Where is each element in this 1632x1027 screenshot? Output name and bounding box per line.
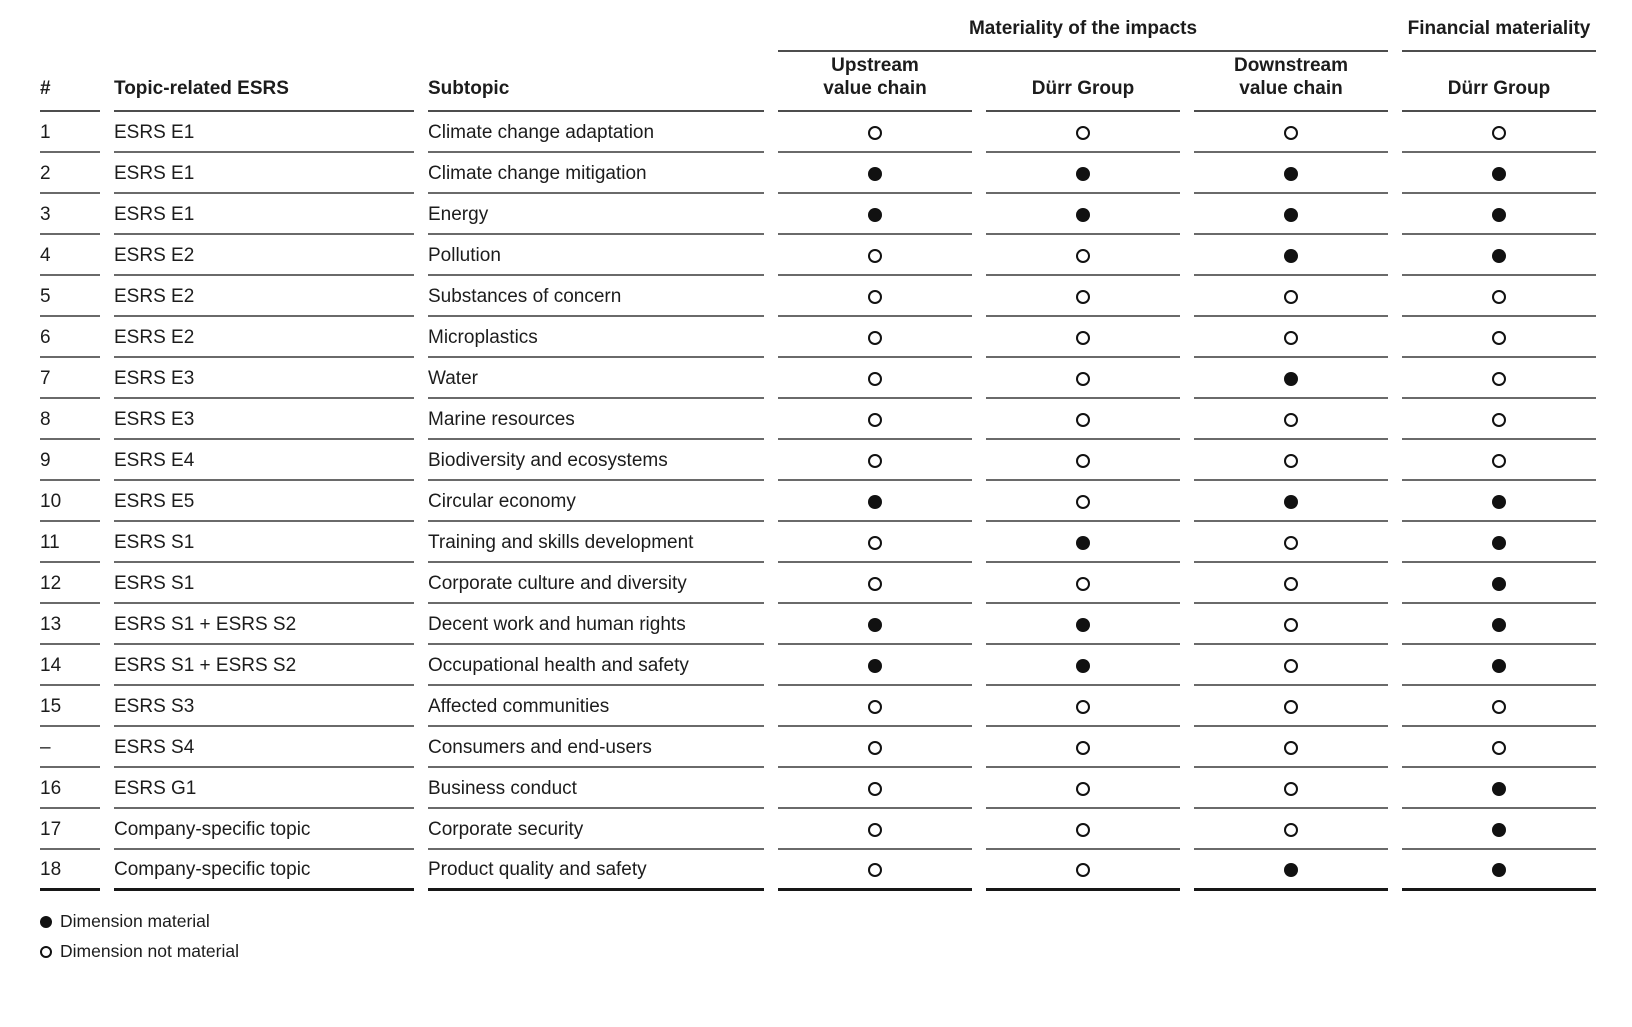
dot-open-icon (868, 823, 882, 837)
upstream-materiality-cell (778, 399, 972, 440)
table-row (40, 563, 1596, 604)
downstream-materiality-cell (1194, 440, 1388, 481)
esrs-cell: Company-specific topic (114, 850, 414, 891)
col-header-downstream-line1: Downstream (1233, 54, 1349, 76)
row-number: – (40, 727, 100, 768)
esrs-cell: ESRS E4 (114, 440, 414, 481)
financial-materiality-cell (1402, 481, 1596, 522)
dot-open-icon (1076, 741, 1090, 755)
financial-materiality-cell (1402, 317, 1596, 358)
table-row (40, 317, 1596, 358)
subtopic-cell: Corporate security (428, 809, 764, 850)
downstream-materiality-cell (1194, 604, 1388, 645)
esrs-cell: ESRS S1 + ESRS S2 (114, 645, 414, 686)
legend-material-label: Dimension material (60, 911, 210, 931)
dot-open-icon (1492, 290, 1506, 304)
dot-open-icon (1284, 659, 1298, 673)
subtopic-cell: Circular economy (428, 481, 764, 522)
dot-open-icon (1076, 454, 1090, 468)
upstream-materiality-cell (778, 522, 972, 563)
table-row (40, 768, 1596, 809)
upstream-materiality-cell (778, 727, 972, 768)
column-header-row (40, 52, 1596, 112)
upstream-materiality-cell (778, 563, 972, 604)
esrs-cell: ESRS E1 (114, 112, 414, 153)
table-row (40, 235, 1596, 276)
table-body (40, 112, 1596, 891)
dot-open-icon (1076, 577, 1090, 591)
row-number: 10 (40, 481, 100, 522)
col-header-upstream-line2: value chain (823, 78, 927, 100)
legend-item-material (40, 911, 1632, 932)
upstream-materiality-cell (778, 768, 972, 809)
row-number: 9 (40, 440, 100, 481)
downstream-materiality-cell (1194, 686, 1388, 727)
materiality-table (26, 6, 1610, 891)
dot-filled-icon (1076, 208, 1090, 222)
row-number: 2 (40, 153, 100, 194)
subtopic-cell: Decent work and human rights (428, 604, 764, 645)
downstream-materiality-cell (1194, 112, 1388, 153)
row-number: 18 (40, 850, 100, 891)
dot-open-icon (868, 863, 882, 877)
upstream-materiality-cell (778, 358, 972, 399)
table-row (40, 112, 1596, 153)
downstream-materiality-cell (1194, 850, 1388, 891)
dot-filled-icon (868, 167, 882, 181)
table-row (40, 194, 1596, 235)
durr-group-materiality-cell (986, 522, 1180, 563)
dot-filled-icon (40, 916, 52, 928)
row-number: 12 (40, 563, 100, 604)
dot-filled-icon (1076, 167, 1090, 181)
subtopic-cell: Substances of concern (428, 276, 764, 317)
durr-group-materiality-cell (986, 358, 1180, 399)
durr-group-materiality-cell (986, 235, 1180, 276)
dot-open-icon (1284, 577, 1298, 591)
durr-group-materiality-cell (986, 399, 1180, 440)
esrs-cell: ESRS S1 + ESRS S2 (114, 604, 414, 645)
dot-filled-icon (1492, 659, 1506, 673)
group-header-row (40, 6, 1596, 52)
row-number: 3 (40, 194, 100, 235)
dot-filled-icon (1076, 536, 1090, 550)
dot-open-icon (1284, 290, 1298, 304)
upstream-materiality-cell (778, 850, 972, 891)
dot-open-icon (868, 413, 882, 427)
dot-open-icon (1492, 741, 1506, 755)
table-row (40, 153, 1596, 194)
dot-filled-icon (1492, 618, 1506, 632)
row-number: 7 (40, 358, 100, 399)
durr-group-materiality-cell (986, 481, 1180, 522)
dot-open-icon (1076, 700, 1090, 714)
dot-open-icon (1284, 331, 1298, 345)
dot-open-icon (868, 372, 882, 386)
financial-materiality-cell (1402, 522, 1596, 563)
table-row (40, 440, 1596, 481)
dot-open-icon (1492, 331, 1506, 345)
subtopic-cell: Climate change adaptation (428, 112, 764, 153)
dot-open-icon (1492, 700, 1506, 714)
durr-group-materiality-cell (986, 645, 1180, 686)
durr-group-materiality-cell (986, 153, 1180, 194)
downstream-materiality-cell (1194, 153, 1388, 194)
dot-open-icon (868, 290, 882, 304)
dot-open-icon (1284, 618, 1298, 632)
dot-open-icon (1076, 290, 1090, 304)
financial-materiality-cell (1402, 727, 1596, 768)
financial-materiality-cell (1402, 850, 1596, 891)
dot-filled-icon (1492, 823, 1506, 837)
row-number: 13 (40, 604, 100, 645)
downstream-materiality-cell (1194, 194, 1388, 235)
table-row (40, 358, 1596, 399)
dot-open-icon (1492, 454, 1506, 468)
dot-open-icon (868, 782, 882, 796)
financial-materiality-cell (1402, 686, 1596, 727)
dot-open-icon (868, 331, 882, 345)
dot-open-icon (1076, 823, 1090, 837)
dot-filled-icon (1492, 495, 1506, 509)
upstream-materiality-cell (778, 276, 972, 317)
table-row (40, 809, 1596, 850)
dot-open-icon (40, 946, 52, 958)
dot-open-icon (868, 454, 882, 468)
upstream-materiality-cell (778, 440, 972, 481)
esrs-cell: ESRS S1 (114, 522, 414, 563)
financial-materiality-cell (1402, 112, 1596, 153)
esrs-cell: ESRS S1 (114, 563, 414, 604)
financial-materiality-cell (1402, 809, 1596, 850)
upstream-materiality-cell (778, 809, 972, 850)
financial-materiality-cell (1402, 563, 1596, 604)
dot-open-icon (868, 126, 882, 140)
dot-open-icon (868, 577, 882, 591)
downstream-materiality-cell (1194, 276, 1388, 317)
table-row (40, 399, 1596, 440)
dot-open-icon (1284, 413, 1298, 427)
esrs-cell: ESRS E2 (114, 317, 414, 358)
subtopic-cell: Affected communities (428, 686, 764, 727)
durr-group-materiality-cell (986, 194, 1180, 235)
upstream-materiality-cell (778, 645, 972, 686)
dot-filled-icon (868, 208, 882, 222)
dot-open-icon (1284, 536, 1298, 550)
dot-open-icon (868, 536, 882, 550)
financial-materiality-cell (1402, 768, 1596, 809)
dot-open-icon (868, 249, 882, 263)
dot-open-icon (1284, 454, 1298, 468)
dot-open-icon (1076, 413, 1090, 427)
table-row (40, 850, 1596, 891)
upstream-materiality-cell (778, 604, 972, 645)
upstream-materiality-cell (778, 317, 972, 358)
dot-filled-icon (868, 618, 882, 632)
subtopic-cell: Training and skills development (428, 522, 764, 563)
financial-materiality-cell (1402, 358, 1596, 399)
esrs-cell: ESRS S3 (114, 686, 414, 727)
row-number: 5 (40, 276, 100, 317)
dot-open-icon (1492, 126, 1506, 140)
downstream-materiality-cell (1194, 317, 1388, 358)
dot-filled-icon (1492, 208, 1506, 222)
dot-filled-icon (1284, 495, 1298, 509)
row-number: 15 (40, 686, 100, 727)
subtopic-cell: Microplastics (428, 317, 764, 358)
esrs-cell: ESRS E2 (114, 235, 414, 276)
dot-open-icon (1076, 372, 1090, 386)
col-header-durr-financial: Dürr Group (1402, 52, 1596, 112)
dot-filled-icon (1076, 659, 1090, 673)
row-number: 14 (40, 645, 100, 686)
subtopic-cell: Biodiversity and ecosystems (428, 440, 764, 481)
dot-filled-icon (1076, 618, 1090, 632)
subtopic-cell: Climate change mitigation (428, 153, 764, 194)
dot-open-icon (1284, 700, 1298, 714)
esrs-cell: ESRS E3 (114, 358, 414, 399)
esrs-cell: ESRS E1 (114, 153, 414, 194)
table-row (40, 686, 1596, 727)
dot-filled-icon (1492, 782, 1506, 796)
downstream-materiality-cell (1194, 235, 1388, 276)
subtopic-cell: Energy (428, 194, 764, 235)
dot-filled-icon (1492, 249, 1506, 263)
financial-materiality-cell (1402, 440, 1596, 481)
dot-open-icon (1284, 823, 1298, 837)
dot-filled-icon (1284, 372, 1298, 386)
financial-materiality-cell (1402, 604, 1596, 645)
subtopic-cell: Product quality and safety (428, 850, 764, 891)
downstream-materiality-cell (1194, 563, 1388, 604)
financial-materiality-cell (1402, 276, 1596, 317)
subtopic-cell: Marine resources (428, 399, 764, 440)
dot-filled-icon (1492, 536, 1506, 550)
dot-open-icon (1076, 782, 1090, 796)
durr-group-materiality-cell (986, 112, 1180, 153)
row-number: 4 (40, 235, 100, 276)
upstream-materiality-cell (778, 686, 972, 727)
dot-open-icon (1076, 331, 1090, 345)
financial-materiality-cell (1402, 153, 1596, 194)
dot-filled-icon (1284, 863, 1298, 877)
table-row (40, 522, 1596, 563)
downstream-materiality-cell (1194, 727, 1388, 768)
durr-group-materiality-cell (986, 686, 1180, 727)
durr-group-materiality-cell (986, 809, 1180, 850)
col-header-durr-impacts: Dürr Group (986, 52, 1180, 112)
dot-open-icon (1076, 249, 1090, 263)
row-number: 17 (40, 809, 100, 850)
upstream-materiality-cell (778, 481, 972, 522)
downstream-materiality-cell (1194, 399, 1388, 440)
dot-open-icon (868, 741, 882, 755)
dot-open-icon (1284, 782, 1298, 796)
financial-materiality-cell (1402, 645, 1596, 686)
dot-open-icon (1076, 495, 1090, 509)
dot-filled-icon (1284, 249, 1298, 263)
financial-materiality-cell (1402, 399, 1596, 440)
row-number: 11 (40, 522, 100, 563)
esrs-cell: ESRS E5 (114, 481, 414, 522)
esrs-cell: ESRS E3 (114, 399, 414, 440)
table-row (40, 604, 1596, 645)
group-header-spacer (40, 6, 764, 52)
subtopic-cell: Corporate culture and diversity (428, 563, 764, 604)
dot-filled-icon (1492, 863, 1506, 877)
col-header-subtopic: Subtopic (428, 52, 764, 112)
group-header-financial: Financial materiality (1402, 6, 1596, 52)
table-row (40, 276, 1596, 317)
dot-open-icon (1284, 126, 1298, 140)
durr-group-materiality-cell (986, 768, 1180, 809)
row-number: 8 (40, 399, 100, 440)
dot-open-icon (1076, 863, 1090, 877)
downstream-materiality-cell (1194, 522, 1388, 563)
esrs-cell: ESRS E2 (114, 276, 414, 317)
dot-open-icon (868, 700, 882, 714)
dot-open-icon (1076, 126, 1090, 140)
esrs-cell: Company-specific topic (114, 809, 414, 850)
dot-filled-icon (868, 495, 882, 509)
durr-group-materiality-cell (986, 317, 1180, 358)
durr-group-materiality-cell (986, 276, 1180, 317)
downstream-materiality-cell (1194, 645, 1388, 686)
table-row (40, 481, 1596, 522)
subtopic-cell: Occupational health and safety (428, 645, 764, 686)
durr-group-materiality-cell (986, 850, 1180, 891)
downstream-materiality-cell (1194, 358, 1388, 399)
upstream-materiality-cell (778, 112, 972, 153)
durr-group-materiality-cell (986, 727, 1180, 768)
dot-filled-icon (1284, 167, 1298, 181)
col-header-upstream-line1: Upstream (831, 54, 919, 76)
esrs-cell: ESRS G1 (114, 768, 414, 809)
row-number: 16 (40, 768, 100, 809)
legend-item-not-material (40, 941, 1632, 962)
financial-materiality-cell (1402, 235, 1596, 276)
dot-open-icon (1492, 372, 1506, 386)
esrs-cell: ESRS S4 (114, 727, 414, 768)
col-header-esrs: Topic-related ESRS (114, 52, 414, 112)
legend (40, 911, 1632, 962)
upstream-materiality-cell (778, 235, 972, 276)
dot-open-icon (1284, 741, 1298, 755)
dot-filled-icon (1284, 208, 1298, 222)
subtopic-cell: Consumers and end-users (428, 727, 764, 768)
subtopic-cell: Business conduct (428, 768, 764, 809)
group-header-impacts: Materiality of the impacts (778, 6, 1388, 52)
subtopic-cell: Water (428, 358, 764, 399)
durr-group-materiality-cell (986, 604, 1180, 645)
downstream-materiality-cell (1194, 481, 1388, 522)
col-header-upstream (778, 52, 972, 112)
dot-filled-icon (1492, 167, 1506, 181)
dot-filled-icon (868, 659, 882, 673)
dot-open-icon (1492, 413, 1506, 427)
upstream-materiality-cell (778, 194, 972, 235)
table-row (40, 645, 1596, 686)
upstream-materiality-cell (778, 153, 972, 194)
durr-group-materiality-cell (986, 440, 1180, 481)
esrs-cell: ESRS E1 (114, 194, 414, 235)
legend-not-material-label: Dimension not material (60, 941, 239, 961)
durr-group-materiality-cell (986, 563, 1180, 604)
table-row (40, 727, 1596, 768)
subtopic-cell: Pollution (428, 235, 764, 276)
row-number: 1 (40, 112, 100, 153)
downstream-materiality-cell (1194, 809, 1388, 850)
col-header-downstream-line2: value chain (1239, 78, 1343, 100)
row-number: 6 (40, 317, 100, 358)
col-header-downstream (1194, 52, 1388, 112)
col-header-num: # (40, 52, 100, 112)
downstream-materiality-cell (1194, 768, 1388, 809)
dot-filled-icon (1492, 577, 1506, 591)
financial-materiality-cell (1402, 194, 1596, 235)
